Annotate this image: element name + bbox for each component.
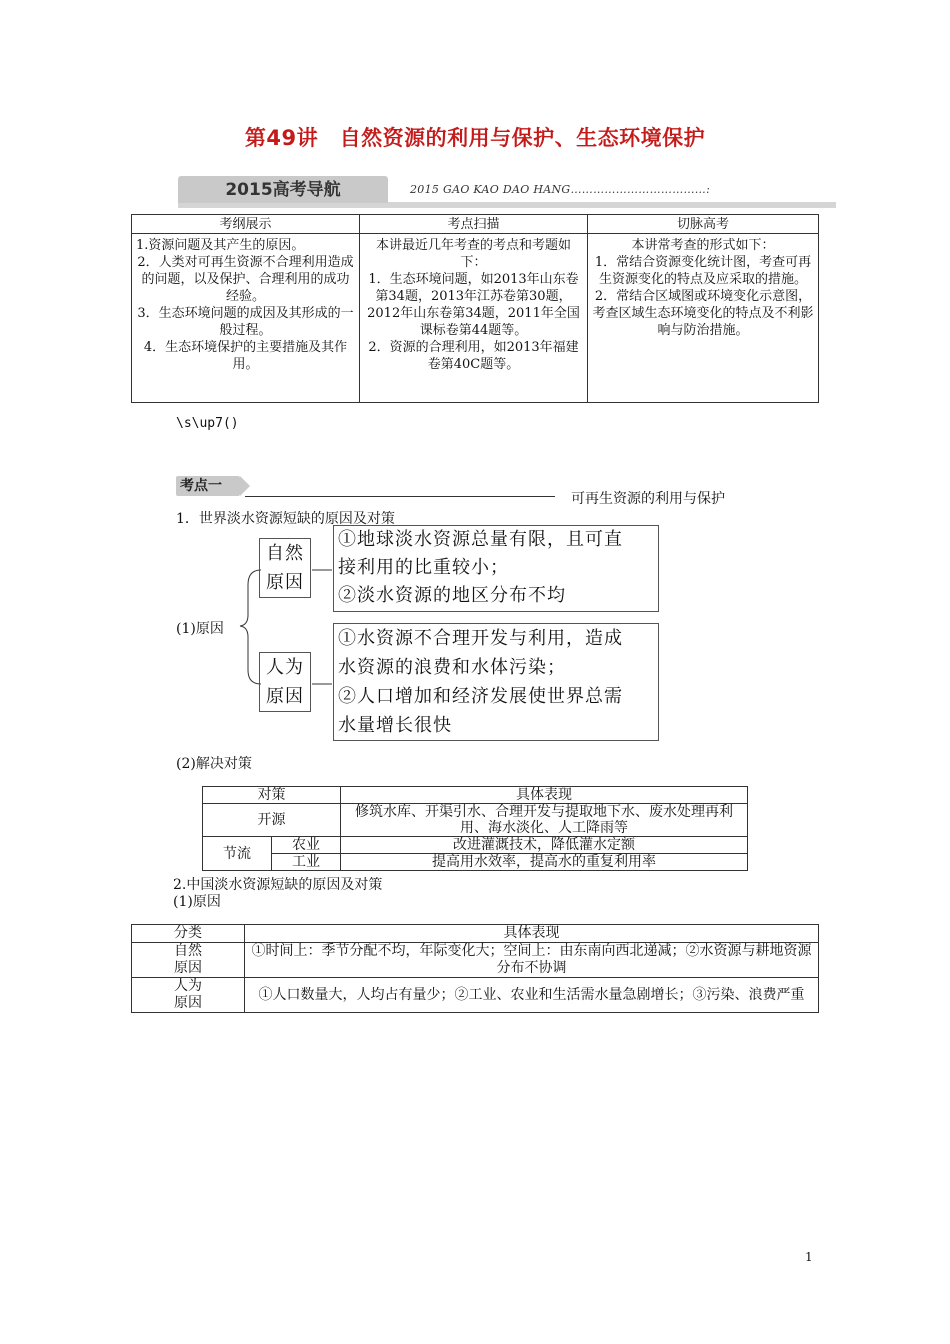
- outline-cell: [132, 234, 360, 403]
- kaodian-rule: [245, 496, 555, 497]
- exam-guide-banner: [178, 176, 836, 212]
- t3-human-label-text: 人为原因: [173, 978, 202, 1011]
- t2-nongye-label: 农业: [272, 837, 341, 854]
- t3-human-label: [132, 978, 245, 1013]
- natural-line: ①地球淡水资源总量有限，且可直: [338, 529, 623, 550]
- trend-item: 本讲常考查的形式如下：: [631, 238, 775, 253]
- t3-natural-text: ①时间上：季节分配不均，年际变化大；空间上：由东南向西北递减；②水资源与耕地资源分布不协调: [245, 943, 819, 978]
- t2-header-measure: 对策: [203, 787, 341, 804]
- scan-cell: [360, 234, 588, 403]
- header-trend: 切脉高考: [588, 215, 819, 234]
- trend-cell: [588, 234, 819, 403]
- human-cause-box: [259, 652, 311, 712]
- cause-brace: [240, 570, 261, 684]
- header-scan: 考点扫描: [360, 215, 588, 234]
- human-line: 水资源的浪费和水体污染；: [338, 657, 566, 678]
- t2-gongye-text: 提高用水效率，提高水的重复利用率: [341, 854, 748, 871]
- stray-markup: \s\up7(): [176, 416, 239, 431]
- outline-item: 2．人类对可再生资源不合理利用造成的问题，以及保护、合理利用的成功经验。: [137, 255, 354, 304]
- scan-item: 本讲最近几年考查的考点和考题如下：: [375, 238, 571, 270]
- t3-natural-label-text: 自然原因: [173, 943, 202, 976]
- section2-heading: 2.中国淡水资源短缺的原因及对策: [173, 877, 383, 893]
- human-label-1: 人为: [266, 657, 304, 678]
- natural-line: 接利用的比重较小；: [338, 557, 509, 578]
- natural-cause-box: [259, 538, 311, 598]
- measures-label: (2)解决对策: [176, 756, 252, 772]
- scan-item: 2．资源的合理利用，如2013年福建卷第40C题等。: [368, 340, 579, 372]
- section1-heading: 1．世界淡水资源短缺的原因及对策: [176, 511, 395, 527]
- natural-detail-box: [333, 525, 659, 612]
- outline-item: 4．生态环境保护的主要措施及其作用。: [143, 340, 348, 372]
- kaodian-tag: 考点一: [176, 476, 240, 496]
- trend-item: 2．常结合区域图或环境变化示意图，考查区域生态环境变化的特点及不利影响与防治措施。: [592, 289, 814, 338]
- t3-header-detail: 具体表现: [245, 925, 819, 943]
- t3-natural-label: [132, 943, 245, 978]
- human-line: 水量增长很快: [338, 715, 452, 736]
- natural-label-2: 原因: [266, 572, 304, 593]
- t3-human-text: ①人口数量大，人均占有量少；②工业、农业和生活需水量急剧增长；③污染、浪费严重: [245, 978, 819, 1013]
- page-title: 第49讲 自然资源的利用与保护、生态环境保护: [244, 126, 706, 150]
- t2-header-detail: 具体表现: [341, 787, 748, 804]
- natural-label-1: 自然: [266, 543, 304, 564]
- t3-header-category: 分类: [132, 925, 245, 943]
- banner-tab: 2015高考导航: [178, 176, 388, 203]
- kaodian-tag-arrow: [240, 476, 250, 496]
- human-label-2: 原因: [266, 686, 304, 707]
- t2-nongye-text: 改进灌溉技术，降低灌水定额: [341, 837, 748, 854]
- t2-gongye-label: 工业: [272, 854, 341, 871]
- outline-item: 3．生态环境问题的成因及其形成的一般过程。: [137, 306, 354, 338]
- kaodian-title: 可再生资源的利用与保护: [571, 491, 725, 507]
- exam-guide-table: [131, 214, 819, 403]
- header-outline: 考纲展示: [132, 215, 360, 234]
- china-causes-table: [131, 924, 819, 1013]
- cause-label: (1)原因: [176, 621, 224, 637]
- t2-kaiyuan-label: 开源: [203, 804, 341, 837]
- section2-sub: (1)原因: [173, 894, 221, 910]
- banner-subtitle: 2015 GAO KAO DAO HANG………………………………:: [410, 183, 711, 196]
- human-line: ②人口增加和经济发展使世界总需: [338, 686, 623, 707]
- t2-kaiyuan-text: 修筑水库、开渠引水、合理开发与提取地下水、废水处理再利用、海水淡化、人工降雨等: [341, 804, 748, 837]
- human-detail-box: [333, 623, 659, 741]
- scan-item: 1．生态环境问题，如2013年山东卷第34题，2013年江苏卷第30题，2012年山东卷第34题，2011年全国课标卷第44题等。: [367, 272, 580, 338]
- measures-table: [202, 786, 748, 871]
- human-line: ①水资源不合理开发与利用，造成: [338, 628, 623, 649]
- t2-jieliu-label: 节流: [203, 837, 272, 871]
- page-number: 1: [805, 1250, 813, 1264]
- natural-line: ②淡水资源的地区分布不均: [338, 585, 566, 606]
- trend-item: 1．常结合资源变化统计图，考查可再生资源变化的特点及应采取的措施。: [594, 255, 812, 287]
- outline-item: 1.资源问题及其产生的原因。: [136, 238, 305, 253]
